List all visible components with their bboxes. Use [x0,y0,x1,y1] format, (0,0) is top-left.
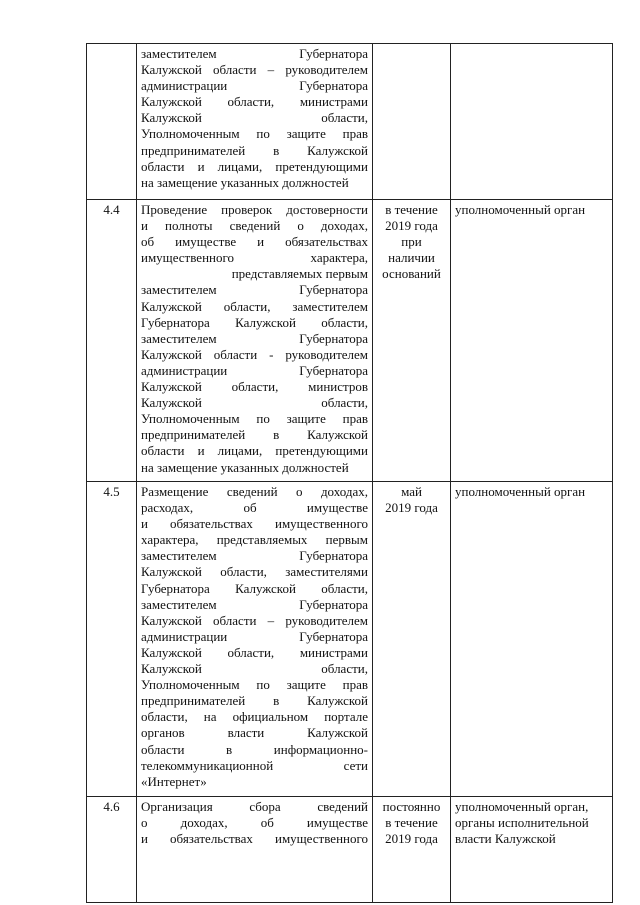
item-number: 4.4 [87,200,137,482]
responsible-cell [451,44,613,200]
text-line: Уполномоченным по защите прав [141,126,368,142]
text-line: Калужской области - руководителем [141,346,368,362]
text-line: Калужской области, [141,395,368,411]
text-line: органов власти Калужской [141,725,368,741]
deadline-line: в течение [385,815,438,831]
text-line: администрации Губернатора [141,362,368,378]
text-line: расходах, об имуществе [141,500,368,516]
text-line: предпринимателей в Калужской [141,693,368,709]
text-line: Калужской области – руководителем [141,62,368,78]
text-line: области и лицами, претендующими [141,443,368,459]
deadline-line: 2019 года [385,500,438,516]
text-line: предпринимателей в Калужской [141,427,368,443]
text-line: заместителем Губернатора [141,46,368,61]
text-line: администрации Губернатора [141,628,368,644]
deadline-line: оснований [382,266,441,282]
deadline-line: 2019 года [385,218,438,234]
text-line: телекоммуникационной сети [141,757,368,773]
text-line: представляемых первым [231,266,368,282]
responsible-line: органы исполнительной [455,815,589,831]
text-line: области, на официальном портале [141,709,368,725]
text-line: заместителем Губернатора [141,548,368,564]
responsible-line: уполномоченный орган [455,202,586,217]
responsible-line: уполномоченный орган, [455,799,589,814]
deadline-cell [373,482,451,797]
table-row [87,797,613,903]
text-line: Калужской области, министров [141,379,368,395]
responsible-cell [451,482,613,797]
text-line: «Интернет» [141,773,207,789]
text-line: Калужской области, заместителем [141,298,368,314]
text-line: заместителем Губернатора [141,596,368,612]
plan-table [86,43,613,903]
deadline-cell [373,44,451,200]
measure-text [137,200,373,482]
text-line: Проведение проверок достоверности [141,202,368,217]
text-line: и обязательствах имущественного [141,831,368,847]
deadline-line: 2019 года [385,831,438,847]
text-line: Организация сбора сведений [141,799,368,814]
measure-text [137,482,373,797]
text-line: Размещение сведений о доходах, [141,484,368,499]
text-line: области в информационно- [141,741,368,757]
item-number: 4.6 [87,797,137,903]
text-line: Уполномоченным по защите прав [141,677,368,693]
table-row [87,200,613,482]
table-row [87,482,613,797]
text-line: Калужской области, [141,110,368,126]
text-line: и обязательствах имущественного [141,516,368,532]
responsible-cell [451,797,613,903]
responsible-line: уполномоченный орган [455,484,586,499]
text-line: заместителем Губернатора [141,330,368,346]
deadline-cell [373,200,451,482]
text-line: заместителем Губернатора [141,282,368,298]
text-line: Губернатора Калужской области, [141,580,368,596]
text-line: администрации Губернатора [141,78,368,94]
responsible-cell [451,200,613,482]
text-line: Калужской области, министрами [141,94,368,110]
deadline-line: в течение [385,202,438,217]
text-line: Калужской области, заместителями [141,564,368,580]
deadline-cell [373,797,451,903]
text-line: Калужской области, [141,661,368,677]
deadline-line: постоянно [382,799,441,814]
text-line: на замещение указанных должностей [141,174,349,190]
text-line: на замещение указанных должностей [141,459,349,475]
item-number [87,44,137,200]
text-line: области и лицами, претендующими [141,158,368,174]
item-number: 4.5 [87,482,137,797]
deadline-line: при наличии [388,234,435,266]
text-line: предпринимателей в Калужской [141,142,368,158]
text-line: Уполномоченным по защите прав [141,411,368,427]
text-line: характера, представляемых первым [141,532,368,548]
deadline-line: май [401,484,422,499]
measure-text [137,44,373,200]
table-row [87,44,613,200]
text-line: Калужской области, министрами [141,644,368,660]
text-line: об имуществе и обязательствах [141,234,368,250]
text-line: Калужской области – руководителем [141,612,368,628]
text-line: Губернатора Калужской области, [141,314,368,330]
text-line: имущественного характера, [141,250,368,266]
plan-table-body [87,44,613,903]
text-line: о доходах, об имуществе [141,815,368,831]
measure-text [137,797,373,903]
responsible-line: власти Калужской [455,831,556,847]
text-line: и полноты сведений о доходах, [141,218,368,234]
